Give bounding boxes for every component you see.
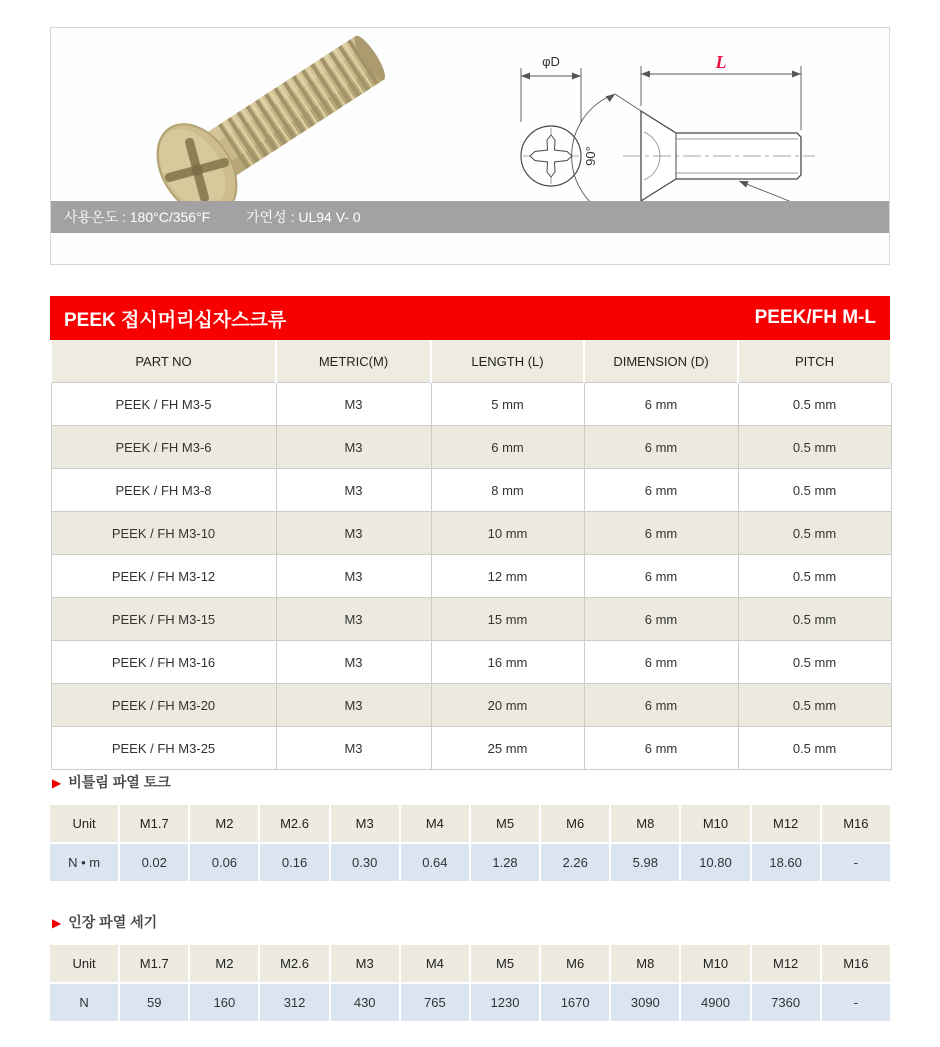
tensile-header-cell: M8 bbox=[611, 945, 679, 982]
torsion-header-cell: M4 bbox=[401, 805, 469, 842]
tensile-header-row bbox=[50, 945, 890, 982]
spec-cell: 8 mm bbox=[431, 469, 584, 512]
spec-table-row bbox=[51, 684, 891, 727]
spec-cell: 6 mm bbox=[584, 555, 738, 598]
torsion-table bbox=[48, 803, 892, 883]
spec-cell: M3 bbox=[276, 684, 431, 727]
torsion-header-cell: M1.7 bbox=[120, 805, 188, 842]
temperature-label: 사용온도 : 180°C/356°F bbox=[64, 209, 211, 225]
torsion-value-cell: 0.02 bbox=[120, 844, 188, 881]
section-title-tensile bbox=[52, 912, 157, 932]
spec-table-row bbox=[51, 512, 891, 555]
tensile-header-cell: M2.6 bbox=[260, 945, 328, 982]
spec-table-row bbox=[51, 641, 891, 684]
phillips-cross-icon bbox=[530, 135, 572, 177]
spec-cell: 16 mm bbox=[431, 641, 584, 684]
torsion-value-cell: - bbox=[822, 844, 890, 881]
torsion-value-cell: 0.16 bbox=[260, 844, 328, 881]
tensile-header-cell: M3 bbox=[331, 945, 399, 982]
torsion-header-cell: M3 bbox=[331, 805, 399, 842]
spec-cell: M3 bbox=[276, 598, 431, 641]
torsion-data-row bbox=[50, 844, 890, 881]
usage-caption-bar bbox=[51, 201, 889, 233]
spec-table-row bbox=[51, 727, 891, 770]
spec-cell: PEEK / FH M3-15 bbox=[51, 598, 276, 641]
product-image-panel bbox=[50, 27, 890, 265]
spec-cell: 0.5 mm bbox=[738, 426, 891, 469]
spec-cell: 6 mm bbox=[584, 598, 738, 641]
spec-cell: 0.5 mm bbox=[738, 512, 891, 555]
torsion-value-cell: 2.26 bbox=[541, 844, 609, 881]
spec-cell: 6 mm bbox=[584, 426, 738, 469]
spec-cell: 12 mm bbox=[431, 555, 584, 598]
spec-cell: 0.5 mm bbox=[738, 598, 891, 641]
spec-cell: 6 mm bbox=[584, 727, 738, 770]
spec-cell: PEEK / FH M3-5 bbox=[51, 383, 276, 426]
spec-cell: PEEK / FH M3-12 bbox=[51, 555, 276, 598]
tensile-header-cell: M10 bbox=[681, 945, 749, 982]
product-title-bar bbox=[50, 296, 890, 340]
spec-cell: M3 bbox=[276, 641, 431, 684]
spec-table-body bbox=[51, 383, 891, 770]
tensile-header-cell: M4 bbox=[401, 945, 469, 982]
tensile-header-cell: M6 bbox=[541, 945, 609, 982]
spec-cell: 6 mm bbox=[584, 383, 738, 426]
spec-cell: PEEK / FH M3-6 bbox=[51, 426, 276, 469]
spec-cell: 0.5 mm bbox=[738, 383, 891, 426]
spec-cell: PEEK / FH M3-16 bbox=[51, 641, 276, 684]
torsion-value-cell: 1.28 bbox=[471, 844, 539, 881]
tensile-header-cell: M5 bbox=[471, 945, 539, 982]
spec-cell: 15 mm bbox=[431, 598, 584, 641]
section-arrow-icon: ▶ bbox=[52, 916, 62, 930]
spec-cell: 0.5 mm bbox=[738, 555, 891, 598]
torsion-header-cell: M12 bbox=[752, 805, 820, 842]
tensile-value-cell: 1670 bbox=[541, 984, 609, 1021]
spec-table-row bbox=[51, 426, 891, 469]
spec-cell: M3 bbox=[276, 512, 431, 555]
section-title-torsion bbox=[52, 772, 171, 792]
tensile-title-text: 인장 파열 세기 bbox=[68, 914, 158, 930]
tensile-table bbox=[48, 943, 892, 1023]
torsion-value-cell: N • m bbox=[50, 844, 118, 881]
spec-cell: PEEK / FH M3-8 bbox=[51, 469, 276, 512]
spec-cell: M3 bbox=[276, 727, 431, 770]
spec-cell: 6 mm bbox=[584, 512, 738, 555]
spec-cell: 5 mm bbox=[431, 383, 584, 426]
spec-column-header: LENGTH (L) bbox=[431, 340, 584, 383]
spec-table-row bbox=[51, 383, 891, 426]
torsion-value-cell: 0.64 bbox=[401, 844, 469, 881]
spec-cell: 25 mm bbox=[431, 727, 584, 770]
tensile-value-cell: 7360 bbox=[752, 984, 820, 1021]
spec-cell: 0.5 mm bbox=[738, 727, 891, 770]
torsion-header-row bbox=[50, 805, 890, 842]
torsion-header-cell: M2.6 bbox=[260, 805, 328, 842]
spec-cell: 0.5 mm bbox=[738, 641, 891, 684]
product-title: PEEK 접시머리십자스크류 bbox=[64, 309, 287, 331]
torsion-value-cell: 0.06 bbox=[190, 844, 258, 881]
product-model-code: PEEK/FH M-L bbox=[754, 307, 876, 328]
spec-cell: M3 bbox=[276, 383, 431, 426]
spec-cell: M3 bbox=[276, 555, 431, 598]
angle-label: 90° bbox=[583, 146, 598, 166]
tensile-value-cell: 59 bbox=[120, 984, 188, 1021]
spec-cell: 20 mm bbox=[431, 684, 584, 727]
tensile-value-cell: 312 bbox=[260, 984, 328, 1021]
spec-cell: M3 bbox=[276, 469, 431, 512]
flammability-label: 가연성 : UL94 V- 0 bbox=[246, 209, 361, 225]
spec-column-header: PART NO bbox=[51, 340, 276, 383]
torsion-value-cell: 10.80 bbox=[681, 844, 749, 881]
tensile-header-cell: M2 bbox=[190, 945, 258, 982]
spec-table bbox=[50, 340, 892, 770]
torsion-value-cell: 5.98 bbox=[611, 844, 679, 881]
spec-cell: 6 mm bbox=[584, 641, 738, 684]
spec-column-header: DIMENSION (D) bbox=[584, 340, 738, 383]
torsion-value-cell: 0.30 bbox=[331, 844, 399, 881]
spec-cell: 6 mm bbox=[584, 469, 738, 512]
photo-area bbox=[51, 28, 889, 233]
tensile-value-cell: 1230 bbox=[471, 984, 539, 1021]
spec-cell: 0.5 mm bbox=[738, 684, 891, 727]
torsion-header-cell: M16 bbox=[822, 805, 890, 842]
torsion-header-cell: M10 bbox=[681, 805, 749, 842]
tensile-value-cell: 765 bbox=[401, 984, 469, 1021]
spec-cell: 6 mm bbox=[584, 684, 738, 727]
tensile-value-cell: 4900 bbox=[681, 984, 749, 1021]
tensile-value-cell: N bbox=[50, 984, 118, 1021]
torsion-header-cell: M8 bbox=[611, 805, 679, 842]
spec-cell: 0.5 mm bbox=[738, 469, 891, 512]
tensile-header-cell: M16 bbox=[822, 945, 890, 982]
spec-cell: PEEK / FH M3-10 bbox=[51, 512, 276, 555]
spec-cell: PEEK / FH M3-20 bbox=[51, 684, 276, 727]
torsion-header-cell: M6 bbox=[541, 805, 609, 842]
spec-cell: PEEK / FH M3-25 bbox=[51, 727, 276, 770]
spec-table-row bbox=[51, 469, 891, 512]
tensile-data-row bbox=[50, 984, 890, 1021]
spec-header-row bbox=[51, 340, 891, 383]
tensile-value-cell: 430 bbox=[331, 984, 399, 1021]
technical-diagram bbox=[471, 36, 881, 228]
spec-cell: M3 bbox=[276, 426, 431, 469]
spec-table-row bbox=[51, 555, 891, 598]
spec-column-header: METRIC(M) bbox=[276, 340, 431, 383]
torsion-header-cell: M5 bbox=[471, 805, 539, 842]
tensile-value-cell: 3090 bbox=[611, 984, 679, 1021]
tensile-header-cell: M12 bbox=[752, 945, 820, 982]
spec-cell: 6 mm bbox=[431, 426, 584, 469]
torsion-header-cell: Unit bbox=[50, 805, 118, 842]
length-label: L bbox=[715, 52, 727, 72]
torsion-title-text: 비틀림 파열 토크 bbox=[68, 774, 171, 790]
diameter-label: φD bbox=[542, 54, 560, 69]
torsion-header-cell: M2 bbox=[190, 805, 258, 842]
spec-table-row bbox=[51, 598, 891, 641]
tensile-value-cell: 160 bbox=[190, 984, 258, 1021]
torsion-value-cell: 18.60 bbox=[752, 844, 820, 881]
spec-cell: 10 mm bbox=[431, 512, 584, 555]
tensile-header-cell: M1.7 bbox=[120, 945, 188, 982]
tensile-value-cell: - bbox=[822, 984, 890, 1021]
tensile-header-cell: Unit bbox=[50, 945, 118, 982]
section-arrow-icon: ▶ bbox=[52, 776, 62, 790]
spec-column-header: PITCH bbox=[738, 340, 891, 383]
